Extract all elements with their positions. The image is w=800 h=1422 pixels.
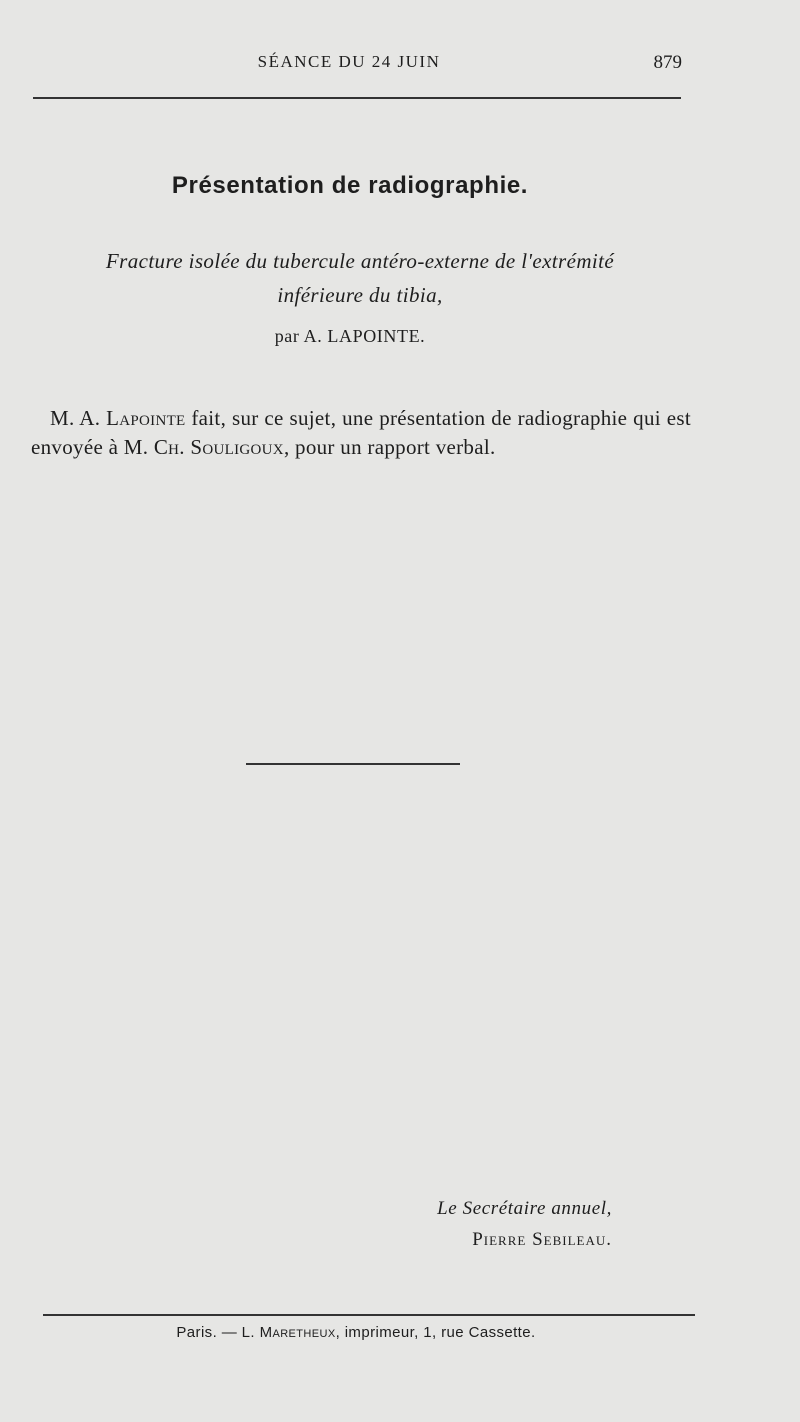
article-heading: Présentation de radiographie. (171, 172, 529, 199)
footer-rule (43, 1314, 695, 1316)
running-title: SÉANCE DU 24 JUIN (257, 52, 441, 71)
page-number: 879 (653, 52, 682, 73)
printer-imprint (0, 1324, 712, 1341)
signature-role: Le Secrétaire annuel, (437, 1198, 612, 1219)
article-subtitle (40, 244, 680, 312)
imprint-suffix: , imprimeur, 1, rue Cassette. (335, 1324, 536, 1341)
author-name: Lapointe (106, 406, 186, 430)
running-head (0, 52, 800, 82)
body-paragraph (31, 404, 691, 462)
rapporteur-name: Ch. Souligoux (153, 435, 284, 459)
body-text-2: , pour un rapport verbal. (283, 435, 496, 459)
subtitle-line-2: inférieure du tibia, (277, 283, 443, 307)
subtitle-line-1: Fracture isolée du tubercule antéro-externe de l'extrémité (105, 249, 615, 273)
header-rule (33, 97, 681, 99)
body-text-1: fait, sur ce sujet, une présentation de radiographie qui est envoyée à M. (31, 406, 691, 459)
imprint-prefix: Paris. — L. (176, 1324, 260, 1341)
signature-name: Pierre Sebileau. (472, 1229, 612, 1250)
section-divider (246, 763, 460, 765)
signature-block (437, 1193, 612, 1255)
article-byline: par A. LAPOINTE. (274, 326, 426, 346)
lead-initials: M. A. (50, 406, 107, 430)
printer-name: Maretheux (259, 1324, 336, 1341)
